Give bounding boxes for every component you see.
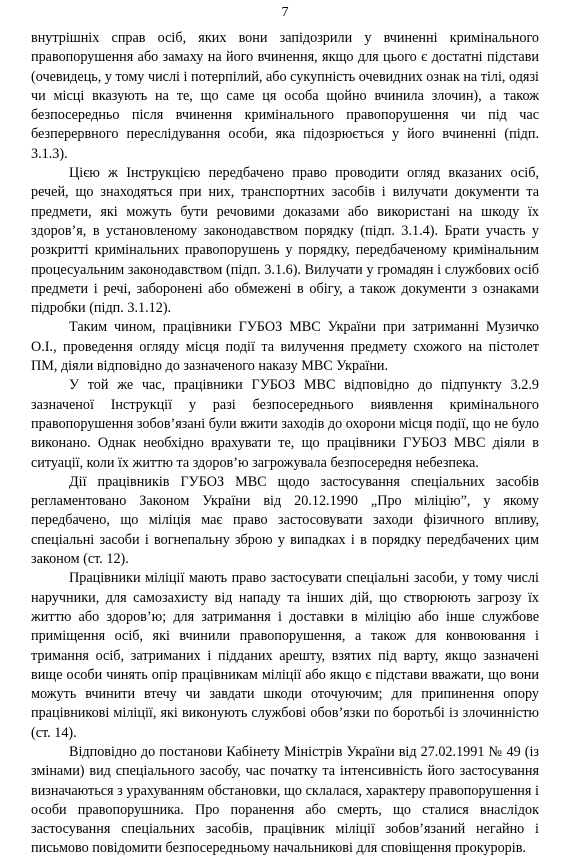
paragraph-instruction-rights: Цією ж Інструкцією передбачено право проводити огляд вказаних осіб, речей, що знаходяться при них, транспортних засобів і вилучати документи та предмети, які можуть бути речовими доказами або використані на шкоду їх здоров’я, в установленому законодавством порядку (підп. 3.1.4). Брати участь у розкритті кримінальних правопорушень у порядку, передбаченому кримінальним процесуальним законодавством (підп. 3.1.6). Вилучати у громадян і службових осіб предмети і речі, заборонені або обмежені в обігу, а також документи з ознаками підробки (підп. 3.1.12). — [31, 165, 539, 317]
paragraph-special-means: Працівники міліції мають право застосувати спеціальні засоби, у тому числі наручники, для самозахисту від нападу та інших дій, що створюють загрозу їх життю або здоров’ю; для затримання і доставки в міліцію або інше службове приміщення осіб, які вчинили правопорушення, а також для конвоювання і тримання осіб, затриманих і підданих арешту, взятих під варту, якщо зазначені вище особи чинять опір працівникам міліції або якщо є підстави вважати, що вони можуть вчинити втечу чи завдати шкоди оточуючим; для припинення опору працівникові міліції, які виконують службові обов’язки по боротьбі із злочинністю (ст. 14). — [31, 570, 539, 741]
paragraph-conclusion-detention: Таким чином, працівники ГУБОЗ МВС України при затриманні Музичко О.І., проведення огляду місця події та вилучення предмету схожого на пістолет ПМ, діяли відповідно до зазначеного наказу МВС України. — [31, 319, 539, 375]
paragraph-cabinet-resolution: Відповідно до постанови Кабінету Міністрів України від 27.02.1991 № 49 (із змінами) вид спеціального засобу, час початку та інтенсивність його застосування визначаються з урахуванням обстановки, що склалася, характеру правопорушення і особи правопорушника. Про поранення або смерть, що сталися внаслідок застосування спеціальних засобів, працівник міліції зобов’язаний негайно і письмово повідомити безпосередньому начальникові для сповіщення прокурорів. — [31, 743, 539, 857]
paragraph-scene-protection: У той же час, працівники ГУБОЗ МВС відповідно до підпункту 3.2.9 зазначеної Інструкції у разі безпосереднього виявлення кримінального правопорушення зобов’язані були вжити заходів до охорони місця події, що не було виконано. Однак необхідно врахувати те, що працівники ГУБОЗ МВС діяли в ситуації, коли їх життю та здоров’ю загрожувала безпосередня небезпека. — [31, 377, 539, 471]
paragraph-continuation: внутрішніх справ осіб, яких вони запідозрили у вчиненні кримінального правопорушення або замаху на його вчинення, якщо для цього є достатні підстави (очевидець, у тому числі і потерпілий, або сукупність очевидних ознак на тілі, одязі чи місці вказують на те, що саме ця особа щойно вчинила злочин), а також безпосередньо після вчинення кримінального правопорушення чи під час безперервного переслідування особи, яка підозрюється у його вчиненні (підп. 3.1.3). — [31, 30, 539, 162]
paragraph-law-on-police: Дії працівників ГУБОЗ МВС щодо застосування спеціальних засобів регламентовано Законом України від 20.12.1990 „Про міліцію”, у якому передбачено, що міліція має право застосовувати заходи фізичного впливу, спеціальні засоби і вогнепальну зброю у випадках і в порядку передбачених цим законом (ст. 12). — [31, 473, 539, 568]
page-number: 7 — [281, 5, 289, 20]
